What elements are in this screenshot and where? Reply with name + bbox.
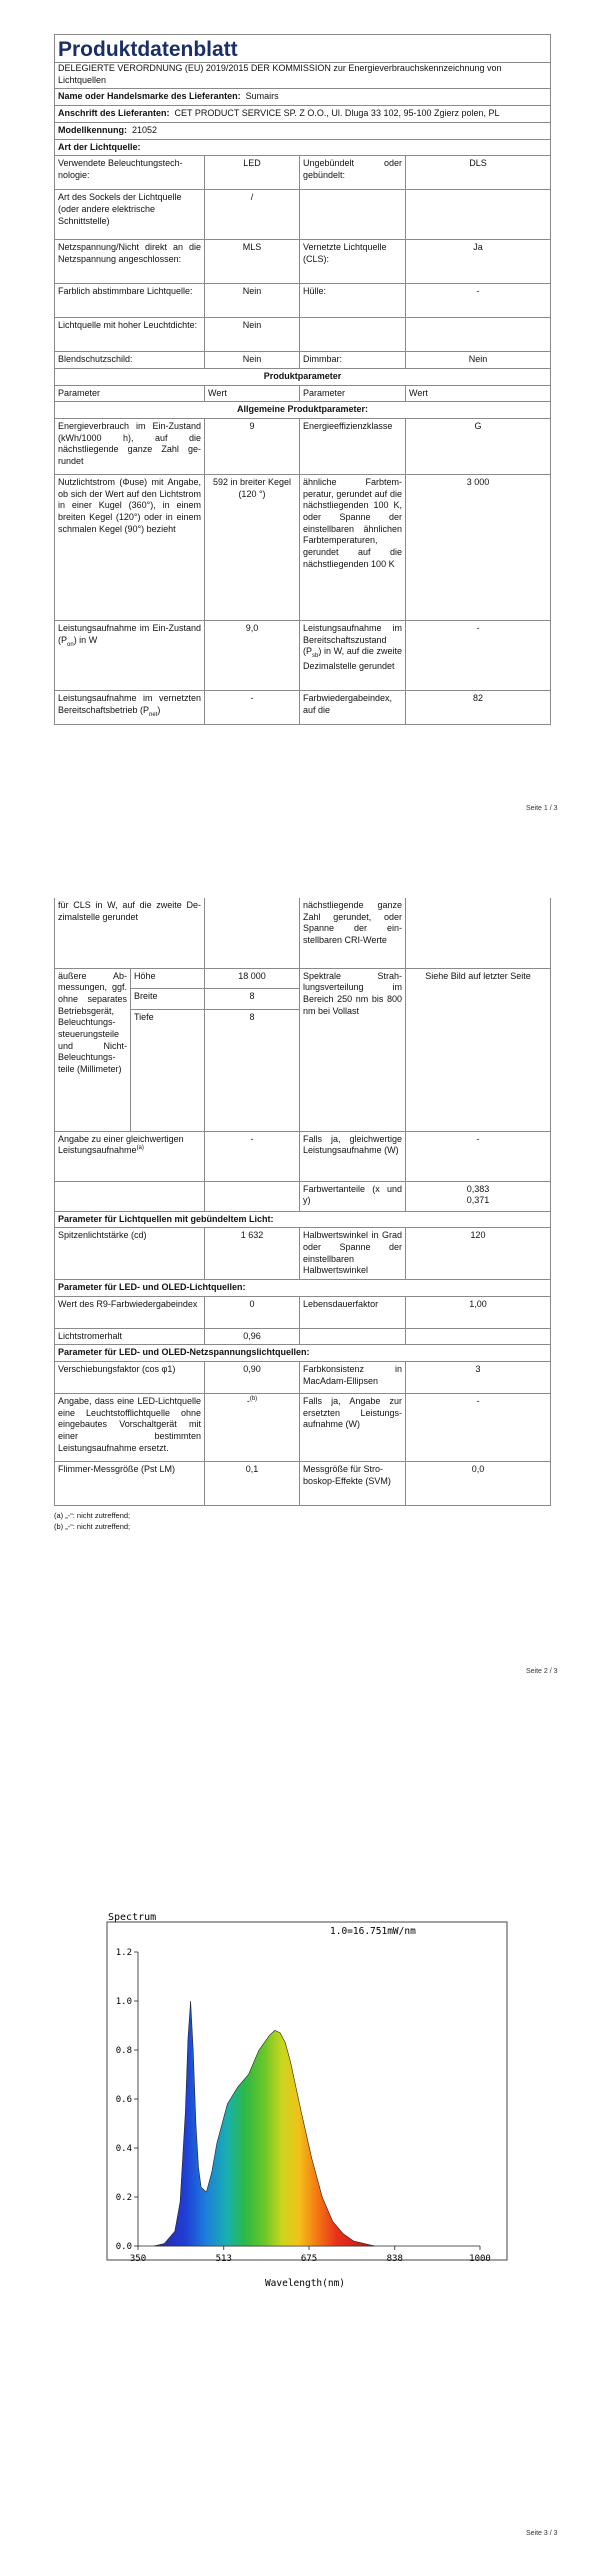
cct-value: 3 000 <box>406 474 551 620</box>
y-tick-label: 1.0 <box>115 1997 132 2007</box>
high-luminance-label: Lichtquelle mit hoher Leuchtdichte: <box>55 318 205 352</box>
x-tick-label: 1000 <box>469 2254 491 2264</box>
equivalent-power-label: Angabe zu einer gleichwertigen Leistungsaufnahme$^{(a)}$ <box>55 1131 205 1181</box>
connected-value: Ja <box>406 240 551 284</box>
envelope-label: Hülle: <box>300 284 406 318</box>
y-tick-label: 0.0 <box>115 2242 132 2252</box>
chart-title: Spectrum <box>108 1912 157 1923</box>
col-value-2: Wert <box>406 385 551 402</box>
flux-value: 592 in breiter Kegel (120 °) <box>205 474 300 620</box>
cap-value: / <box>205 190 300 240</box>
x-tick-label: 350 <box>129 2254 147 2264</box>
standby-power-label: Leistungsaufnahme im Bereitschaftszustand $(P_{sb})$ in W, auf die zweite Dezimalstelle gerundet <box>300 620 406 690</box>
y-tick-label: 1.2 <box>115 1948 132 1958</box>
spd-label: Spektrale Strahlungsverteilung im Bereich 250 nm bis 800 nm bei Vollast <box>300 968 406 1131</box>
width-label: Breite <box>131 989 205 1010</box>
depth-label: Tiefe <box>131 1009 205 1131</box>
spectrum-chart <box>0 1880 604 2360</box>
y-tick-label: 0.8 <box>115 2046 132 2056</box>
survival-label: Lebensdauerfaktor <box>300 1296 406 1328</box>
high-luminance-value: Nein <box>205 318 300 352</box>
page-number-3: Seite 3 / 3 <box>526 2530 558 2537</box>
page-1 <box>0 0 604 812</box>
equivalent-power-w-label: Falls ja, gleichwertige Leistungsaufnahme (W) <box>300 1131 406 1181</box>
connected-label: Vernetzte Lichtquelle (CLS): <box>300 240 406 284</box>
page-title: Produktdatenblatt <box>55 35 551 63</box>
cct-label: ähnliche Farbtemperatur, gerundet auf die nächstliegenden 100 K, oder Spanne der einstellbaren ähnlichen Farbtemperaturen, gerundet auf die nächstliegenden 100 K <box>300 474 406 620</box>
networked-standby-label: Leistungsaufnahme im vernetzten Bereitschaftsbetrieb $(P_{net})$ <box>55 690 205 724</box>
x-tick-label: 838 <box>386 2254 403 2264</box>
nondirectional-value: DLS <box>406 156 551 190</box>
lumen-maintenance-label: Lichtstromerhalt <box>55 1328 205 1345</box>
r9-label: Wert des R9-Farbwiedergabeindex <box>55 1296 205 1328</box>
antiglare-value: Nein <box>205 352 300 369</box>
networked-standby-cont: für CLS in W, auf die zweite Dezimalstelle gerundet <box>55 898 205 968</box>
equivalent-power-value: - <box>205 1131 300 1181</box>
beam-angle-label: Halbwertswinkel in Grad oder Spanne der einstellbaren Halbwertswinkel <box>300 1228 406 1280</box>
standby-power-value: - <box>406 620 551 690</box>
mls-params-header: Parameter für LED- und OLED-Netzspannungslichtquellen: <box>55 1345 551 1362</box>
replacement-label: Angabe, dass eine LED-Lichtquelle eine Leuchtstofflichtquelle ohne eingebautes Vorschaltgerät mit einer bestimmten Leistungsaufnahme ersetzt. <box>55 1394 205 1462</box>
supplier-name-row <box>55 89 551 106</box>
dimensions-label: äußere Abmessungen, ggf. ohne separates Betriebsgerät, Beleuchtungssteuerungsteile und Nicht-Beleuchtungsteile (Millimeter) <box>55 968 131 1131</box>
tech-value: LED <box>205 156 300 190</box>
page-number-2: Seite 2 / 3 <box>526 1668 558 1675</box>
light-source-type-header: Art der Lichtquelle: <box>55 139 551 156</box>
model-value: 21052 <box>132 124 158 135</box>
cri-value: 82 <box>406 690 551 724</box>
on-power-label: Leistungsaufnahme im Ein-Zustand $(P_{on})$ in W <box>55 620 205 690</box>
flux-label: Nutzlichtstrom (Φuse) mit Angabe, ob sich der Wert auf den Lichtstrom in einer Kugel (360°), in einem breiten Kegel (120°) oder in einem schmalen Kegel (90°) bezieht <box>55 474 205 620</box>
led-params-header: Parameter für LED- und OLED-Lichtquellen: <box>55 1279 551 1296</box>
svm-label: Messgröße für Stroboskop-Effekte (SVM) <box>300 1462 406 1506</box>
flicker-value: 0,1 <box>205 1462 300 1506</box>
regulation-text: DELEGIERTE VERORDNUNG (EU) 2019/2015 DER KOMMISSION zur Energieverbrauchskennzeichnung von Lichtquellen <box>55 63 551 89</box>
tech-label: Verwendete Beleuchtungstechnologie: <box>55 156 205 190</box>
beam-angle-value: 120 <box>406 1228 551 1280</box>
x-axis-label: Wavelength(nm) <box>264 2278 346 2289</box>
supplier-address: CET PRODUCT SERVICE SP. Z O.O., Ul. Dluga 33 102, 95-100 Zgierz polen, PL <box>174 108 500 119</box>
colour-consistency-label: Farbkonsistenz in MacAdam-Ellipsen <box>300 1362 406 1394</box>
replacement-value: -$^{(b)}$ <box>205 1394 300 1462</box>
page-3 <box>0 1760 604 2560</box>
networked-standby-value: - <box>205 690 300 724</box>
mains-value: MLS <box>205 240 300 284</box>
width-value: 8 <box>205 989 300 1010</box>
spd-value: Siehe Bild auf letzter Seite <box>406 968 551 1131</box>
energy-label: Energieverbrauch im Ein-Zustand (kWh/1000 h), auf die nächstliegende ganze Zahl gerundet <box>55 418 205 474</box>
dls-params-header: Parameter für Lichtquellen mit gebündeltem Licht: <box>55 1211 551 1228</box>
depth-value: 8 <box>205 1009 300 1131</box>
col-value-1: Wert <box>205 385 300 402</box>
flicker-label: Flimmer-Messgröße (Pst LM) <box>55 1462 205 1506</box>
colour-tunable-label: Farblich abstimmbare Lichtquelle: <box>55 284 205 318</box>
envelope-value: - <box>406 284 551 318</box>
colour-tunable-value: Nein <box>205 284 300 318</box>
page-2 <box>0 898 604 1698</box>
supplier-address-label: Anschrift des Lieferanten: <box>58 108 170 119</box>
height-label: Höhe <box>131 968 205 989</box>
antiglare-label: Blendschutzschild: <box>55 352 205 369</box>
y-tick-label: 0.4 <box>115 2144 132 2154</box>
datasheet-table-1 <box>54 34 551 725</box>
peak-intensity-label: Spitzenlichtstärke (cd) <box>55 1228 205 1280</box>
cri-cont: nächstliegende ganze Zahl gerundet, oder Spanne der einstellbaren CRI-Werte <box>300 898 406 968</box>
datasheet-table-2 <box>54 898 551 1506</box>
chromaticity-label: Farbwertanteile (x und y) <box>300 1181 406 1211</box>
y-tick-label: 0.2 <box>115 2193 132 2203</box>
footnote-b: (b) „-“: nicht zutreffend; <box>54 1522 131 1532</box>
power-factor-value: 0,90 <box>205 1362 300 1394</box>
svm-value: 0,0 <box>406 1462 551 1506</box>
model-label: Modellkennung: <box>58 124 127 135</box>
replacement-power-value: - <box>406 1394 551 1462</box>
equivalent-power-w-value: - <box>406 1131 551 1181</box>
x-tick-label: 675 <box>300 2254 318 2264</box>
supplier-name-label: Name oder Handelsmarke des Lieferanten: <box>58 91 241 102</box>
cap-label: Art des Sockels der Lichtquelle (oder andere elektrische Schnittstelle) <box>55 190 205 240</box>
footnotes <box>54 1510 550 1533</box>
peak-intensity-value: 1 632 <box>205 1228 300 1280</box>
power-factor-label: Verschiebungsfaktor (cos φ1) <box>55 1362 205 1394</box>
height-value: 18 000 <box>205 968 300 989</box>
dimmable-label: Dimmbar: <box>300 352 406 369</box>
x-tick-label: 513 <box>215 2254 232 2264</box>
general-params-header: Allgemeine Produktparameter: <box>55 402 551 419</box>
colour-consistency-value: 3 <box>406 1362 551 1394</box>
footnote-a: (a) „-“: nicht zutreffend; <box>54 1511 131 1520</box>
page-number-1: Seite 1 / 3 <box>526 805 558 812</box>
energy-class-value: G <box>406 418 551 474</box>
energy-class-label: Energieeffizienzklasse <box>300 418 406 474</box>
supplier-name: Sumairs <box>245 91 279 102</box>
replacement-power-label: Falls ja, Angabe zur ersetzten Leistungsaufnahme (W) <box>300 1394 406 1462</box>
col-param-1: Parameter <box>55 385 205 402</box>
on-power-value: 9,0 <box>205 620 300 690</box>
model-row <box>55 122 551 139</box>
survival-value: 1,00 <box>406 1296 551 1328</box>
energy-value: 9 <box>205 418 300 474</box>
chart-annotation: 1.0=16.751mW/nm <box>330 1926 416 1937</box>
dimmable-value: Nein <box>406 352 551 369</box>
chromaticity-value: 0,383 0,371 <box>406 1181 551 1211</box>
product-params-header: Produktparameter <box>55 368 551 385</box>
mains-label: Netzspannung/Nicht direkt an die Netzspannung angeschlossen: <box>55 240 205 284</box>
nondirectional-label: Ungebündelt oder gebündelt: <box>300 156 406 190</box>
col-param-2: Parameter <box>300 385 406 402</box>
supplier-address-row <box>55 106 551 123</box>
lumen-maintenance-value: 0,96 <box>205 1328 300 1345</box>
cri-label: Farbwiedergabeindex, auf die <box>300 690 406 724</box>
r9-value: 0 <box>205 1296 300 1328</box>
y-tick-label: 0.6 <box>115 2095 132 2105</box>
